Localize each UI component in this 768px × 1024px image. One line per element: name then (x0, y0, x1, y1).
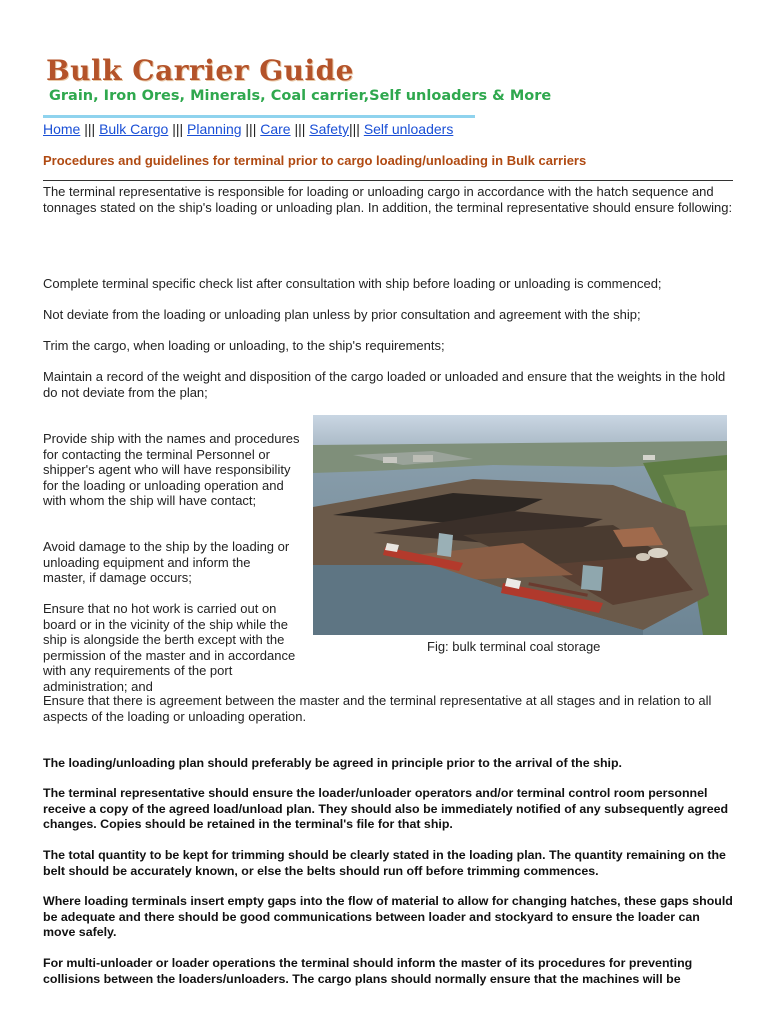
guideline-item: Maintain a record of the weight and disposition of the cargo loaded or unloaded and ensure that the weights in the hold do not deviate from the plan; (43, 369, 726, 400)
guideline-item: Ensure that there is agreement between the master and the terminal representative at all stages and in relation to all aspects of the loading or unloading operation. (43, 693, 712, 724)
nav-link-home[interactable]: Home (43, 121, 81, 137)
guideline-item: Avoid damage to the ship by the loading or unloading equipment and inform the master, if damage occurs; (43, 539, 290, 585)
bold-paragraph: For multi-unloader or loader operations the terminal should inform the master of its procedures for preventing collisions between the loaders/unloaders. The cargo plans should normally ensure that the machines will be (43, 956, 693, 986)
bold-paragraph: The loading/unloading plan should preferably be agreed in principle prior to the arrival of the ship. (43, 756, 622, 770)
nav-separator: ||| (80, 121, 100, 137)
heading-divider (43, 180, 733, 181)
guideline-item: Trim the cargo, when loading or unloading, to the ship's requirements; (43, 338, 445, 353)
guideline-item: Ensure that no hot work is carried out on board or in the vicinity of the ship while the ship is alongside the berth except with the permission of the master and in accordance with any requirements of the port administration; and (43, 601, 296, 694)
bold-paragraph: The terminal representative should ensure the loader/unloader operators and/or terminal control room personnel receive a copy of the agreed load/unload plan. They should also be immediately notified of any subsequently agreed changes. Copies should be retained in the terminal's file for that ship. (43, 786, 729, 831)
figure-caption: Fig: bulk terminal coal storage (427, 639, 601, 654)
nav-link-bulk-cargo[interactable]: Bulk Cargo (99, 121, 169, 137)
bold-paragraph: Where loading terminals insert empty gaps into the flow of material to allow for changing hatches, these gaps should be adequate and there should be good communications between loader and stockyard to ensure the loader can move safely. (43, 894, 733, 939)
top-nav (43, 121, 453, 137)
guideline-item: Provide ship with the names and procedures for contacting the terminal Personnel or shipper's agent who will have responsibility for the loading or unloading operation and with whom the ship will have contact; (43, 431, 300, 508)
nav-link-self-unloaders[interactable]: Self unloaders (363, 121, 454, 137)
nav-link-planning[interactable]: Planning (187, 121, 242, 137)
nav-separator: ||| (290, 121, 310, 137)
guideline-item: Complete terminal specific check list after consultation with ship before loading or unloading is commenced; (43, 276, 662, 291)
guideline-item: Not deviate from the loading or unloading plan unless by prior consultation and agreement with the ship; (43, 307, 641, 322)
nav-separator: ||| (168, 121, 188, 137)
logo-divider (43, 115, 475, 118)
site-logo-title: Bulk Carrier Guide (46, 54, 354, 87)
terminal-photo-illustration (313, 415, 727, 635)
nav-separator: ||| (241, 121, 261, 137)
nav-separator: ||| (349, 121, 364, 137)
guideline-item-wrap (43, 601, 305, 694)
intro-paragraph: The terminal representative is responsible for loading or unloading cargo in accordance with the hatch sequence and tonnages stated on the ship's loading or unloading plan. In addition, the terminal representative should ensure following: (43, 184, 733, 215)
site-logo-subtitle: Grain, Iron Ores, Minerals, Coal carrier,Self unloaders & More (49, 88, 552, 104)
bold-paragraph: The total quantity to be kept for trimming should be clearly stated in the loading plan. The quantity remaining on the belt should be accurately known, or else the belts should run off before trimming commences. (43, 848, 726, 878)
nav-link-care[interactable]: Care (260, 121, 291, 137)
nav-link-safety[interactable]: Safety (309, 121, 349, 137)
terminal-photo (313, 415, 727, 635)
page-title: Procedures and guidelines for terminal prior to cargo loading/unloading in Bulk carriers (43, 153, 587, 168)
